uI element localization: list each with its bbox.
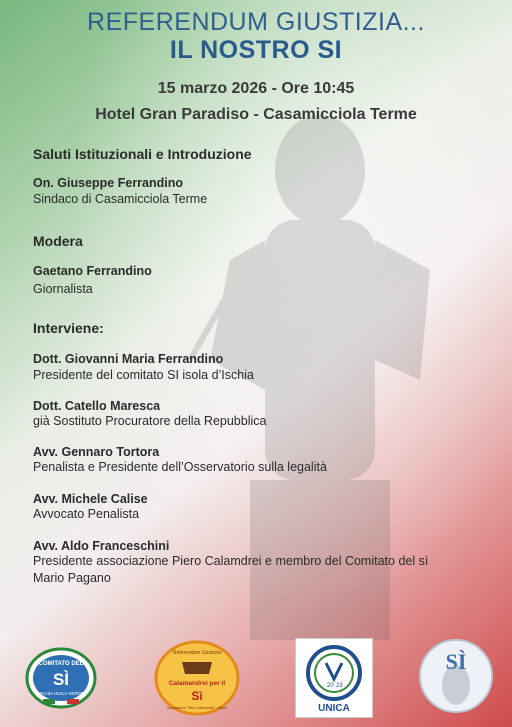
event-date-time: 15 marzo 2026 - Ore 10:45 bbox=[157, 80, 355, 97]
logo2-main-text: Calamandrei per il bbox=[168, 680, 226, 687]
speaker-name: On. Giuseppe Ferrandino bbox=[33, 176, 184, 190]
speaker-name: Avv. Gennaro Tortora bbox=[33, 445, 160, 459]
speaker-name: Dott. Catello Maresca bbox=[33, 399, 161, 413]
logo2-si-text: Sì bbox=[191, 689, 203, 703]
logo3-year-top: 20 bbox=[327, 683, 334, 689]
speaker-role: Penalista e Presidente dell’Osservatorio sulla legalità bbox=[33, 460, 327, 474]
speaker-role: Sindaco di Casamicciola Terme bbox=[33, 192, 208, 206]
logo1-bottom-text: ISCHIA ISOLA VERDE bbox=[38, 691, 84, 696]
section-interviene: Interviene: bbox=[33, 320, 104, 336]
title-line-1: REFERENDUM GIUSTIZIA... bbox=[87, 8, 425, 36]
speaker-role: Avvocato Penalista bbox=[33, 507, 140, 521]
logo3-main-text: UNICA bbox=[318, 703, 350, 714]
speaker-name: Dott. Giovanni Maria Ferrandino bbox=[33, 352, 224, 366]
section-saluti: Saluti Istituzionali e Introduzione bbox=[33, 146, 252, 162]
logo1-main-text: SÌ bbox=[52, 670, 70, 689]
event-venue: Hotel Gran Paradiso - Casamicciola Terme bbox=[95, 106, 417, 123]
si-portrait-logo bbox=[418, 635, 494, 717]
speaker-name: Gaetano Ferrandino bbox=[33, 264, 152, 278]
calamandrei-logo bbox=[154, 640, 240, 716]
logo2-top-text: Referendum Giustizia bbox=[172, 650, 222, 656]
speaker-role-line2: Mario Pagano bbox=[33, 571, 111, 585]
comitato-si-ischia-logo bbox=[25, 647, 97, 709]
logo3-year-bottom: 23 bbox=[336, 683, 343, 689]
unica-logo bbox=[295, 638, 373, 718]
section-modera: Modera bbox=[33, 233, 83, 249]
logo1-top-text: COMITATO DEL bbox=[38, 661, 84, 667]
speaker-role: Presidente del comitato SI isola d’Ischia bbox=[33, 368, 254, 382]
speaker-name: Avv. Michele Calise bbox=[33, 492, 148, 506]
speaker-name: Avv. Aldo Franceschini bbox=[33, 539, 170, 553]
logo2-bottom-text: Associazione "Piero Calamandrei" - Napoli bbox=[166, 706, 228, 710]
logo4-main-text: SÌ bbox=[445, 649, 467, 674]
speaker-role: già Sostituto Procuratore della Repubblica bbox=[33, 414, 267, 428]
title-line-2: IL NOSTRO SI bbox=[169, 36, 343, 64]
speaker-role: Presidente associazione Piero Calamdrei e membro del Comitato del sì bbox=[33, 554, 429, 568]
speaker-role: Giornalista bbox=[33, 282, 93, 296]
